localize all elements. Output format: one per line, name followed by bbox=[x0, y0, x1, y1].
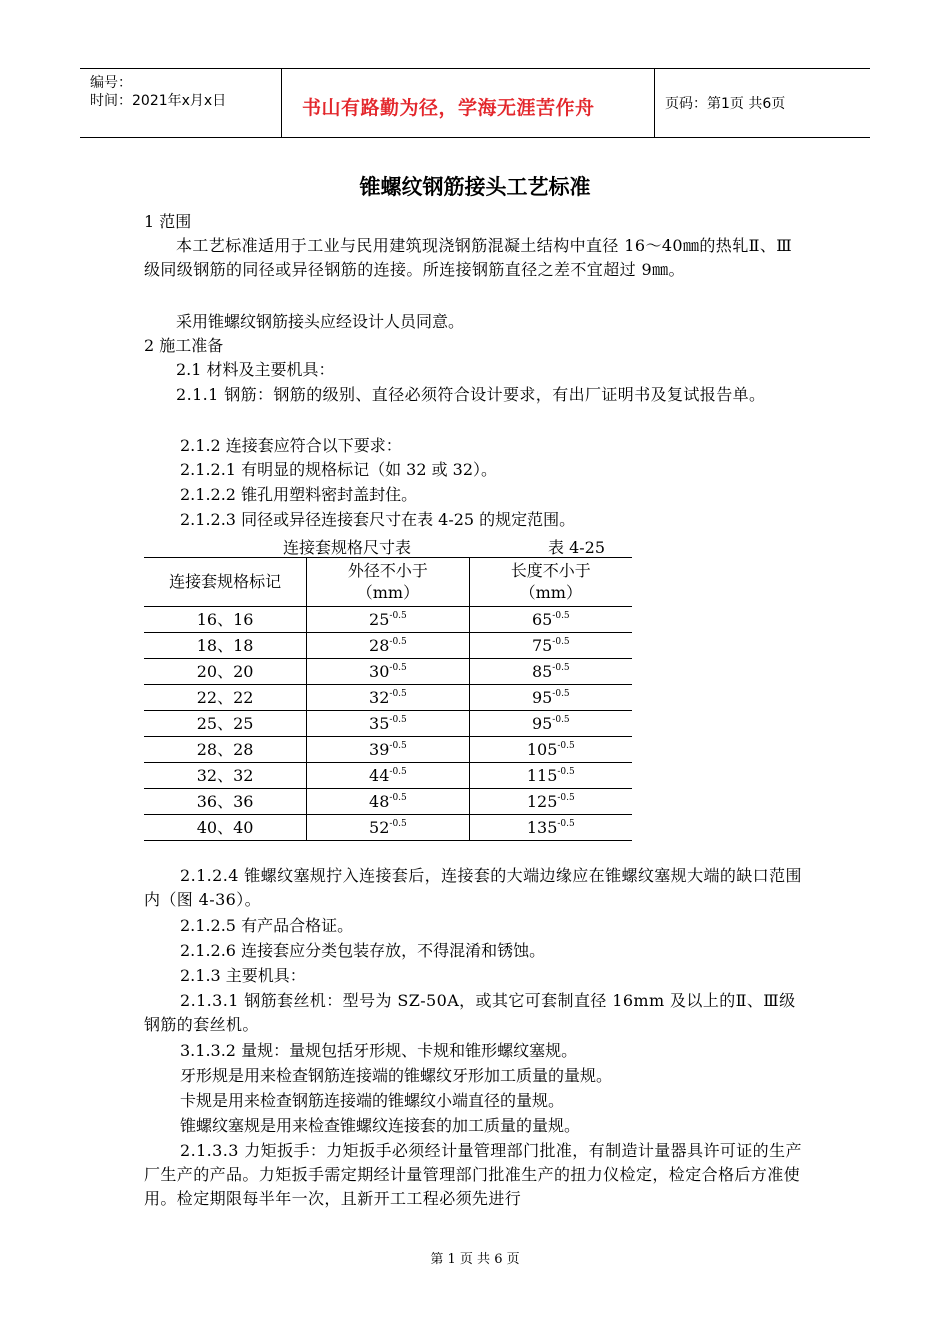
clause-3-1-3-2: 3.1.3.2 量规：量规包括牙形规、卡规和锥形螺纹塞规。 bbox=[180, 1041, 578, 1060]
gauge-desc-2: 卡规是用来检查钢筋连接端的锥螺纹小端直径的量规。 bbox=[180, 1091, 565, 1110]
tolerance: -0.5 bbox=[389, 819, 407, 829]
cell-outer-diameter: $48^{-0.5}$ bbox=[307, 789, 469, 815]
cell-mark: 40、40 bbox=[144, 815, 307, 841]
cell-mark: 36、36 bbox=[144, 789, 307, 815]
clause-2-1-2-1: 2.1.2.1 有明显的规格标记（如 32 或 32）。 bbox=[180, 460, 498, 479]
cell-length: $75^{-0.5}$ bbox=[469, 633, 632, 659]
section-2-heading: 2 施工准备 bbox=[144, 336, 224, 355]
cell-length: $65^{-0.5}$ bbox=[469, 607, 632, 633]
cell-outer-diameter: $32^{-0.5}$ bbox=[307, 685, 469, 711]
table-caption: 连接套规格尺寸表 bbox=[283, 538, 412, 557]
tolerance: -0.5 bbox=[389, 611, 407, 621]
number-label: 编号： bbox=[90, 75, 132, 91]
cell-mark: 16、16 bbox=[144, 607, 307, 633]
cell-length: $135^{-0.5}$ bbox=[469, 815, 632, 841]
table-row bbox=[144, 685, 632, 711]
clause-2-1-1: 2.1.1 钢筋：钢筋的级别、直径必须符合设计要求，有出厂证明书及复试报告单。 bbox=[176, 385, 766, 404]
tolerance: -0.5 bbox=[552, 663, 570, 673]
cell-outer-diameter: $52^{-0.5}$ bbox=[307, 815, 469, 841]
tolerance: -0.5 bbox=[389, 689, 407, 699]
tolerance: -0.5 bbox=[389, 793, 407, 803]
clause-2-1-2-3: 2.1.2.3 同径或异径连接套尺寸在表 4-25 的规定范围。 bbox=[180, 510, 576, 529]
motto-text: 书山有路勤为径，学海无涯苦作舟 bbox=[302, 97, 595, 119]
tolerance: -0.5 bbox=[557, 819, 575, 829]
clause-2-1-3: 2.1.3 主要机具： bbox=[180, 966, 306, 985]
cell-mark: 28、28 bbox=[144, 737, 307, 763]
cell-outer-diameter: $44^{-0.5}$ bbox=[307, 763, 469, 789]
header-meta-cell bbox=[80, 69, 282, 137]
clause-2-1-2-2: 2.1.2.2 锥孔用塑料密封盖封住。 bbox=[180, 485, 418, 504]
cell-mark: 32、32 bbox=[144, 763, 307, 789]
header-page-cell bbox=[655, 69, 870, 137]
tolerance: -0.5 bbox=[389, 663, 407, 673]
header-motto-cell bbox=[282, 69, 655, 137]
table-row bbox=[144, 711, 632, 737]
cell-outer-diameter: $39^{-0.5}$ bbox=[307, 737, 469, 763]
cell-mark: 22、22 bbox=[144, 685, 307, 711]
cell-length: $115^{-0.5}$ bbox=[469, 763, 632, 789]
header-outer-diameter: 外径不小于 （mm） bbox=[307, 558, 469, 607]
page-code: 页码：第1页 共6页 bbox=[665, 96, 786, 112]
table-row bbox=[144, 789, 632, 815]
cell-length: $125^{-0.5}$ bbox=[469, 789, 632, 815]
clause-2-1-2-4: 2.1.2.4 锥螺纹塞规拧入连接套后，连接套的大端边缘应在锥螺纹塞规大端的缺口范围内（图 4-36）。 bbox=[144, 866, 802, 909]
cell-length: $105^{-0.5}$ bbox=[469, 737, 632, 763]
tolerance: -0.5 bbox=[389, 715, 407, 725]
tolerance: -0.5 bbox=[552, 611, 570, 621]
gauge-desc-1: 牙形规是用来检查钢筋连接端的锥螺纹牙形加工质量的量规。 bbox=[180, 1066, 613, 1085]
cell-mark: 18、18 bbox=[144, 633, 307, 659]
cell-mark: 20、20 bbox=[144, 659, 307, 685]
section-1-paragraph: 本工艺标准适用于工业与民用建筑现浇钢筋混凝土结构中直径 16～40㎜的热轧Ⅱ、Ⅲ级同级钢筋的同径或异径钢筋的连接。所连接钢筋直径之差不宜超过 9㎜。 bbox=[144, 236, 793, 279]
header-mark: 连接套规格标记 bbox=[144, 558, 307, 607]
tolerance: -0.5 bbox=[557, 741, 575, 751]
document-header bbox=[80, 68, 870, 138]
cell-length: $95^{-0.5}$ bbox=[469, 685, 632, 711]
document-title: 锥螺纹钢筋接头工艺标准 bbox=[359, 175, 591, 199]
tolerance: -0.5 bbox=[552, 689, 570, 699]
table-row bbox=[144, 737, 632, 763]
tolerance: -0.5 bbox=[389, 741, 407, 751]
tolerance: -0.5 bbox=[389, 637, 407, 647]
time-label: 时间：2021年x月x日 bbox=[90, 93, 227, 109]
table-row bbox=[144, 633, 632, 659]
page-footer: 第 1 页 共 6 页 bbox=[430, 1252, 520, 1267]
clause-2-1-2-6: 2.1.2.6 连接套应分类包装存放，不得混淆和锈蚀。 bbox=[180, 941, 546, 960]
clause-2-1-2: 2.1.2 连接套应符合以下要求： bbox=[180, 436, 402, 455]
cell-outer-diameter: $35^{-0.5}$ bbox=[307, 711, 469, 737]
tolerance: -0.5 bbox=[557, 767, 575, 777]
tolerance: -0.5 bbox=[389, 767, 407, 777]
cell-outer-diameter: $28^{-0.5}$ bbox=[307, 633, 469, 659]
cell-outer-diameter: $30^{-0.5}$ bbox=[307, 659, 469, 685]
clause-2-1: 2.1 材料及主要机具： bbox=[176, 360, 335, 379]
table-row bbox=[144, 763, 632, 789]
clause-2-1-3-3: 2.1.3.3 力矩扳手：力矩扳手必须经计量管理部门批准，有制造计量器具许可证的生产厂生产的产品。力矩扳手需定期经计量管理部门批准生产的扭力仪检定，检定合格后方准使用。检定期限每半年一次，且新开工工程必须先进行 bbox=[144, 1141, 802, 1208]
gauge-desc-3: 锥螺纹塞规是用来检查锥螺纹连接套的加工质量的量规。 bbox=[180, 1116, 581, 1135]
table-number: 表 4-25 bbox=[548, 538, 606, 557]
section-1-note: 采用锥螺纹钢筋接头应经设计人员同意。 bbox=[176, 312, 465, 331]
table-header-row bbox=[144, 558, 632, 607]
connector-spec-table bbox=[144, 557, 632, 841]
table-row bbox=[144, 659, 632, 685]
clause-2-1-2-5: 2.1.2.5 有产品合格证。 bbox=[180, 916, 354, 935]
cell-length: $85^{-0.5}$ bbox=[469, 659, 632, 685]
table-row bbox=[144, 607, 632, 633]
tolerance: -0.5 bbox=[552, 637, 570, 647]
clause-2-1-3-1: 2.1.3.1 钢筋套丝机：型号为 SZ-50A，或其它可套制直径 16mm 及以上的Ⅱ、Ⅲ级钢筋的套丝机。 bbox=[144, 991, 796, 1034]
cell-outer-diameter: $25^{-0.5}$ bbox=[307, 607, 469, 633]
section-1-heading: 1 范围 bbox=[144, 212, 192, 231]
tolerance: -0.5 bbox=[557, 793, 575, 803]
cell-length: $95^{-0.5}$ bbox=[469, 711, 632, 737]
table-row bbox=[144, 815, 632, 841]
cell-mark: 25、25 bbox=[144, 711, 307, 737]
header-length: 长度不小于 （mm） bbox=[469, 558, 632, 607]
tolerance: -0.5 bbox=[552, 715, 570, 725]
